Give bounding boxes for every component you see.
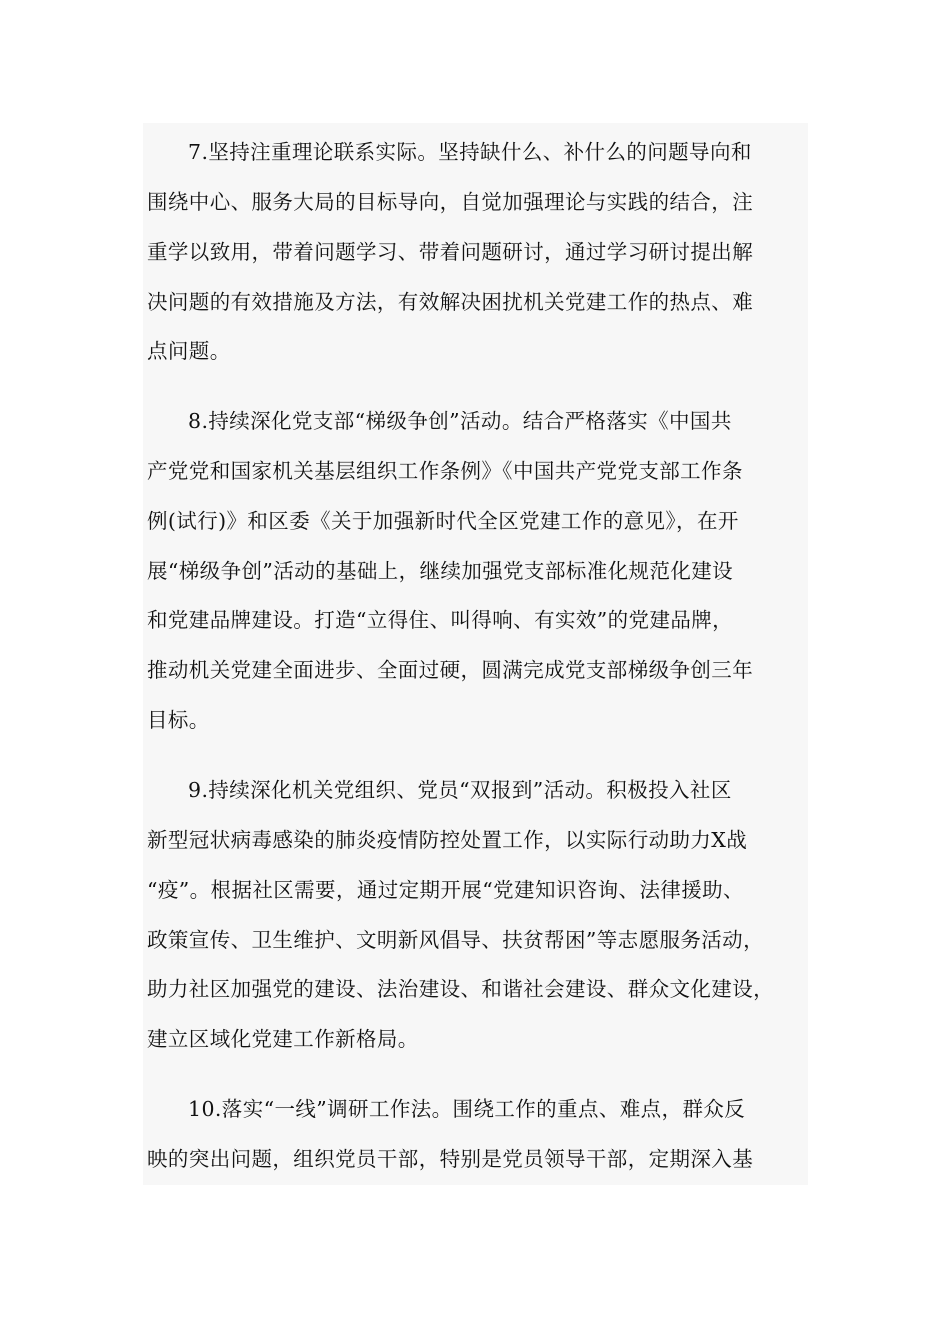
paragraph-7-line-5: 点问题。 (147, 339, 231, 363)
paragraph-8-line-4: 展“梯级争创”活动的基础上，继续加强党支部标准化规范化建设 (147, 559, 734, 583)
paragraph-7-line-3: 重学以致用，带着问题学习、带着问题研讨，通过学习研讨提出解 (147, 240, 754, 264)
paragraph-9-line-5: 助力社区加强党的建设、法治建设、和谐社会建设、群众文化建设， (147, 977, 774, 1001)
paragraph-7-line-2: 围绕中心、服务大局的目标导向，自觉加强理论与实践的结合，注 (147, 190, 754, 214)
paragraph-7-line-4: 决问题的有效措施及方法，有效解决困扰机关党建工作的热点、难 (147, 290, 754, 314)
paragraph-9-line-3: “疫”。根据社区需要，通过定期开展“党建知识咨询、法律援助、 (147, 878, 744, 902)
paragraph-8-line-3: 例(试行)》和区委《关于加强新时代全区党建工作的意见》，在开 (147, 509, 739, 533)
paragraph-9-line-2: 新型冠状病毒感染的肺炎疫情防控处置工作，以实际行动助力X战 (147, 828, 748, 852)
paragraph-7-line-1: 7.坚持注重理论联系实际。坚持缺什么、补什么的问题导向和 (188, 140, 752, 164)
paragraph-9-line-4: 政策宣传、卫生维护、文明新风倡导、扶贫帮困”等志愿服务活动， (147, 928, 764, 952)
paragraph-8-line-1: 8.持续深化党支部“梯级争创”活动。结合严格落实《中国共 (188, 409, 732, 433)
paragraph-8-line-2: 产党党和国家机关基层组织工作条例》《中国共产党党支部工作条 (147, 459, 743, 483)
paragraph-8-line-7: 目标。 (147, 708, 210, 732)
paragraph-8-line-5: 和党建品牌建设。打造“立得住、叫得响、有实效”的党建品牌， (147, 608, 734, 632)
paragraph-8-line-6: 推动机关党建全面进步、全面过硬，圆满完成党支部梯级争创三年 (147, 658, 754, 682)
paragraph-9-line-1: 9.持续深化机关党组织、党员“双报到”活动。积极投入社区 (188, 778, 732, 802)
paragraph-10-line-2: 映的突出问题，组织党员干部，特别是党员领导干部，定期深入基 (147, 1147, 754, 1171)
paragraph-10-line-1: 10.落实“一线”调研工作法。围绕工作的重点、难点，群众反 (188, 1097, 746, 1121)
paragraph-9-line-6: 建立区域化党建工作新格局。 (147, 1027, 419, 1051)
